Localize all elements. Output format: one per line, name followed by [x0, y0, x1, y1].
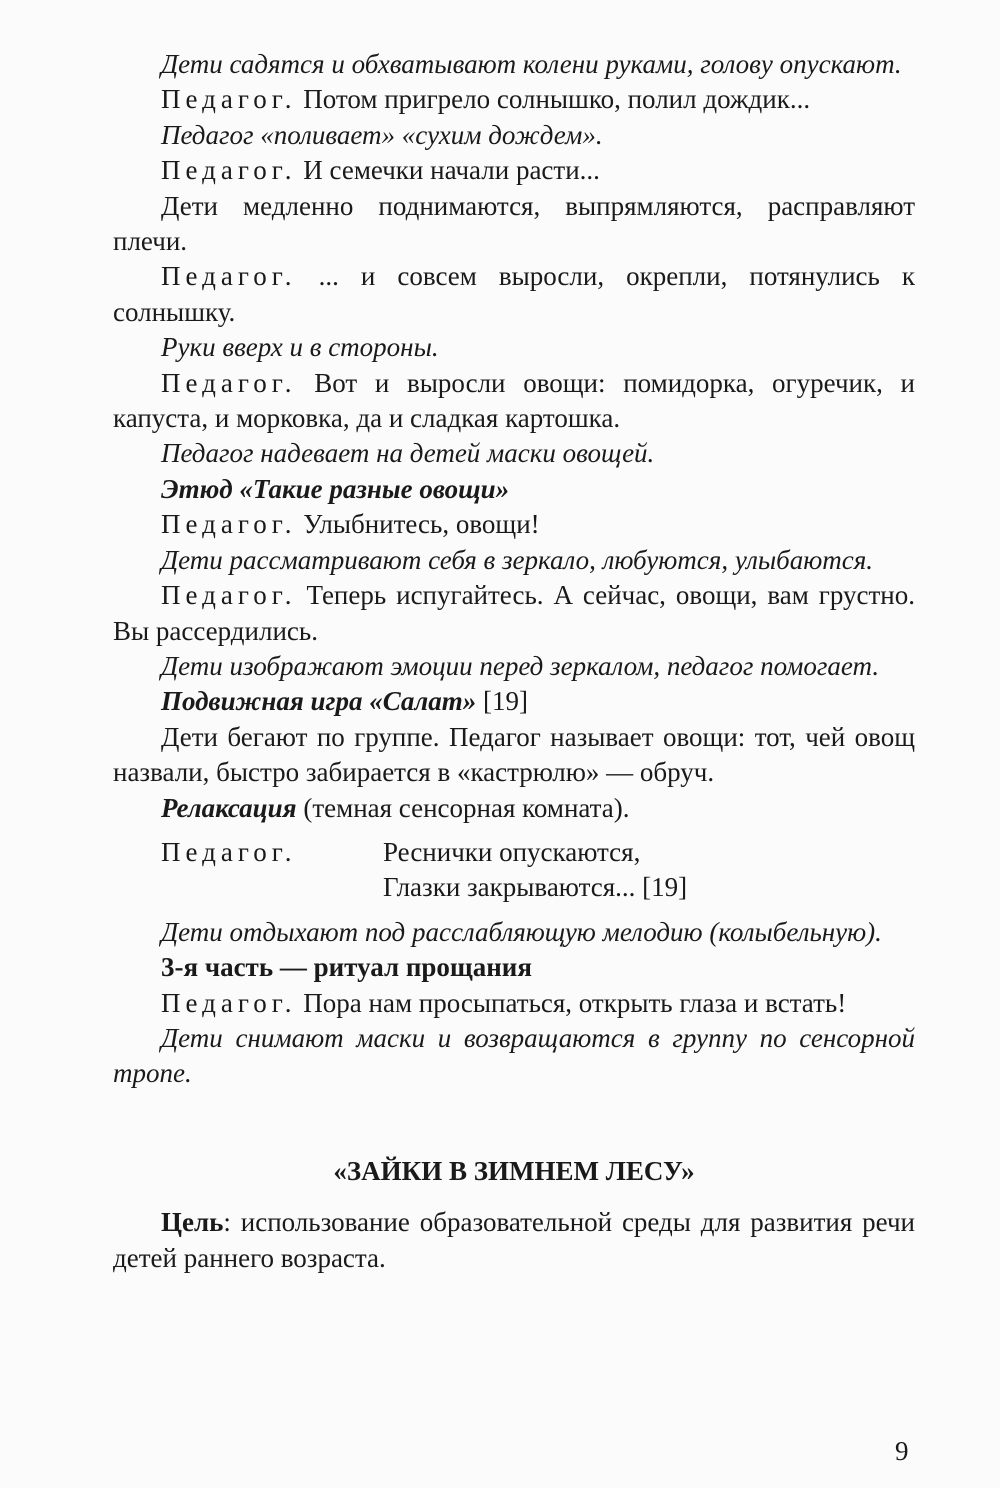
page-number: 9 — [895, 1436, 909, 1466]
after-verse-paragraphs — [113, 915, 915, 950]
inline-text: [19] — [476, 686, 528, 717]
speech-paragraph — [113, 507, 915, 542]
speaker-label: Педагог. — [161, 84, 297, 115]
goal-paragraph — [113, 1205, 915, 1276]
stage-direction: Дети садятся и обхватывают колени руками, голову опускают. — [161, 49, 902, 79]
farewell-paragraphs — [113, 986, 915, 1092]
inline-title: Релаксация — [161, 792, 297, 823]
speech-text: Пора нам просыпаться, открыть глаза и встать! — [296, 987, 847, 1018]
speech-paragraph — [113, 986, 915, 1021]
speaker-label: Педагог. — [161, 261, 297, 292]
speech-paragraph — [113, 82, 915, 117]
speech-text: И семечки начали расти... — [296, 155, 600, 186]
body-paragraph: Дети медленно поднимаются, выпрямляются, расправляют плечи. — [113, 190, 915, 257]
speech-text: Теперь испугайтесь. А сейчас, овощи, вам грустно. Вы рассердились. — [113, 580, 915, 646]
speech-text: Потом пригрело солнышко, полил дождик... — [296, 84, 811, 115]
stage-direction: Дети снимают маски и возвращаются в группу по сенсорной тропе. — [113, 1022, 915, 1089]
stage-direction: Педагог надевает на детей маски овощей. — [161, 438, 655, 469]
speaker-label: Педагог. — [161, 509, 297, 540]
speech-paragraph — [113, 578, 915, 649]
subheading: Этюд «Такие разные овощи» — [161, 473, 510, 504]
part-heading: 3-я часть — ритуал прощания — [161, 952, 532, 983]
stage-direction: Руки вверх и в стороны. — [161, 332, 439, 363]
body-paragraph: Дети бегают по группе. Педагог называет овощи: тот, чей овощ назвали, быстро забирается в «кастрюлю» — обруч. — [113, 721, 915, 788]
scene-paragraphs — [113, 47, 915, 826]
verse-block — [113, 835, 915, 906]
speaker-label: Педагог. — [161, 987, 297, 1018]
page-body — [113, 47, 915, 1276]
goal-label: Цель — [161, 1207, 224, 1238]
verse-speaker: Педагог. — [161, 836, 297, 867]
stage-direction: Дети изображают эмоции перед зеркалом, педагог помогает. — [161, 650, 880, 681]
speech-text: Вот и выросли овощи: помидорка, огуречик, и капуста, и морковка, да и сладкая картошка. — [113, 367, 915, 434]
verse-lines — [383, 835, 915, 906]
stage-direction: Дети отдыхают под расслабляющую мелодию (колыбельную). — [161, 916, 882, 947]
inline-title: Подвижная игра «Салат» — [161, 686, 477, 717]
speech-text: Улыбнитесь, овощи! — [296, 509, 540, 540]
speech-paragraph — [113, 259, 915, 330]
speaker-label: Педагог. — [161, 367, 297, 398]
stage-direction: Педагог «поливает» «сухим дождем». — [161, 119, 603, 150]
speaker-label: Педагог. — [161, 580, 297, 611]
speech-paragraph — [113, 153, 915, 188]
speech-text: ... и совсем выросли, окрепли, потянулись к солнышку. — [113, 261, 915, 327]
titled-paragraph — [113, 791, 915, 826]
verse-line: Глазки закрываются... [19] — [383, 872, 688, 903]
inline-text: (темная сенсорная комната). — [296, 792, 630, 823]
goal-text: : использование образовательной среды для развития речи детей раннего возраста. — [113, 1207, 915, 1273]
speech-paragraph — [113, 366, 915, 437]
section-title: «ЗАЙКИ В ЗИМНЕМ ЛЕСУ» — [333, 1155, 695, 1186]
stage-direction: Дети рассматривают себя в зеркало, любуются, улыбаются. — [161, 544, 874, 575]
speaker-label: Педагог. — [161, 155, 297, 186]
verse-line: Реснички опускаются, — [383, 836, 641, 867]
titled-paragraph — [113, 684, 915, 719]
